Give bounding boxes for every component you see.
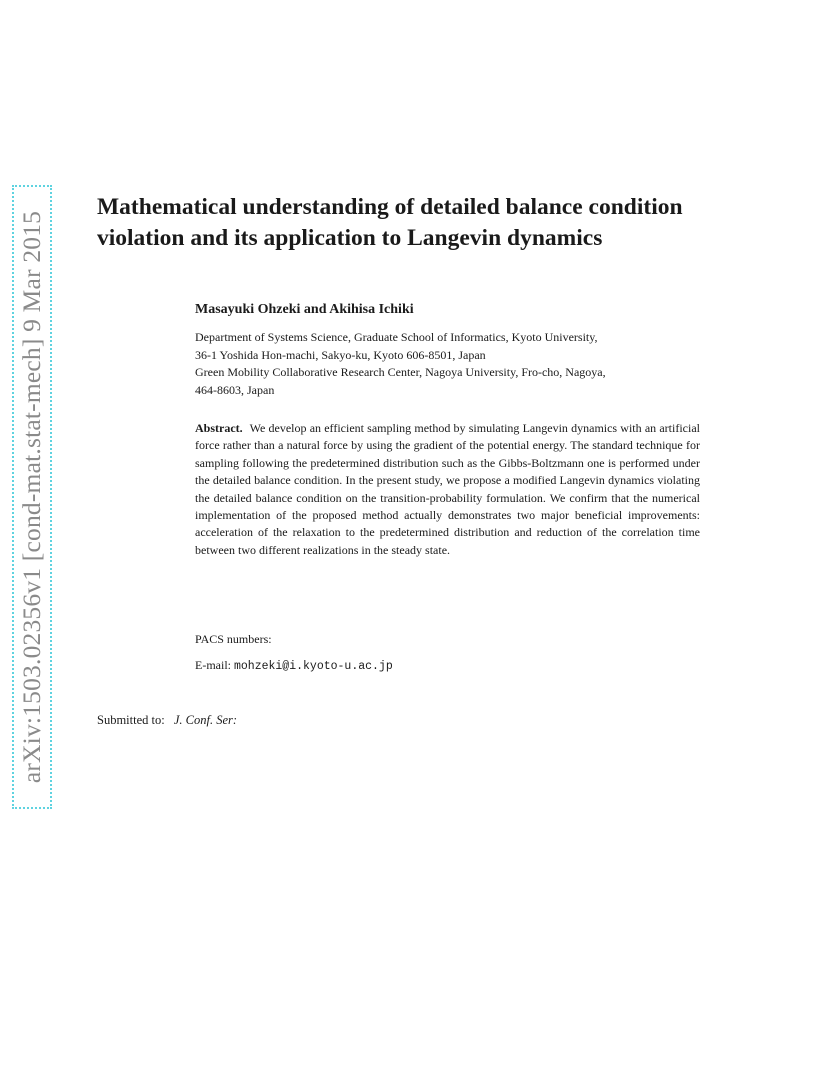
affiliation-line: Green Mobility Collaborative Research Center, Nagoya University, Fro-cho, Nagoya,: [195, 365, 606, 379]
email-line: [195, 658, 393, 673]
arxiv-identifier-text: arXiv:1503.02356v1 [cond-mat.stat-mech] 9 Mar 2015: [17, 210, 46, 784]
affiliation-line: 464-8603, Japan: [195, 382, 275, 397]
abstract-label: Abstract.: [195, 421, 243, 435]
arxiv-identifier-stamp: [12, 185, 52, 809]
abstract-text: We develop an efficient sampling method by simulating Langevin dynamics with an artificial force rather than a natural force by using the gradient of the potential energy. The standard technique for sampling following the predetermined distribution such as the Gibbs-Boltzmann one is performed under the detailed balance condition. In the present study, we propose a modified Langevin dynamics violating the detailed balance condition on the transition-probability formulation. We confirm that the numerical implementation of the proposed method actually demonstrates two major beneficial improvements: acceleration of the relaxation to the predetermined distribution and reduction of the correlation time between two different realizations in the steady state.: [195, 421, 700, 557]
submitted-to: [97, 713, 237, 728]
email-address: mohzeki@i.kyoto-u.ac.jp: [234, 660, 393, 673]
affiliation-line: Department of Systems Science, Graduate School of Informatics, Kyoto University,: [195, 330, 598, 344]
email-label: E-mail:: [195, 658, 231, 672]
paper-title: Mathematical understanding of detailed balance condition violation and its application to Langevin dynamics: [97, 194, 683, 251]
abstract: [195, 420, 700, 559]
journal-name: J. Conf. Ser:: [173, 713, 238, 727]
pacs-numbers: PACS numbers:: [195, 632, 272, 646]
affiliation-line: 36-1 Yoshida Hon-machi, Sakyo-ku, Kyoto 606-8501, Japan: [195, 347, 486, 362]
affiliations: [195, 329, 705, 399]
author-list: Masayuki Ohzeki and Akihisa Ichiki: [195, 302, 414, 317]
submitted-label: Submitted to:: [97, 713, 165, 727]
